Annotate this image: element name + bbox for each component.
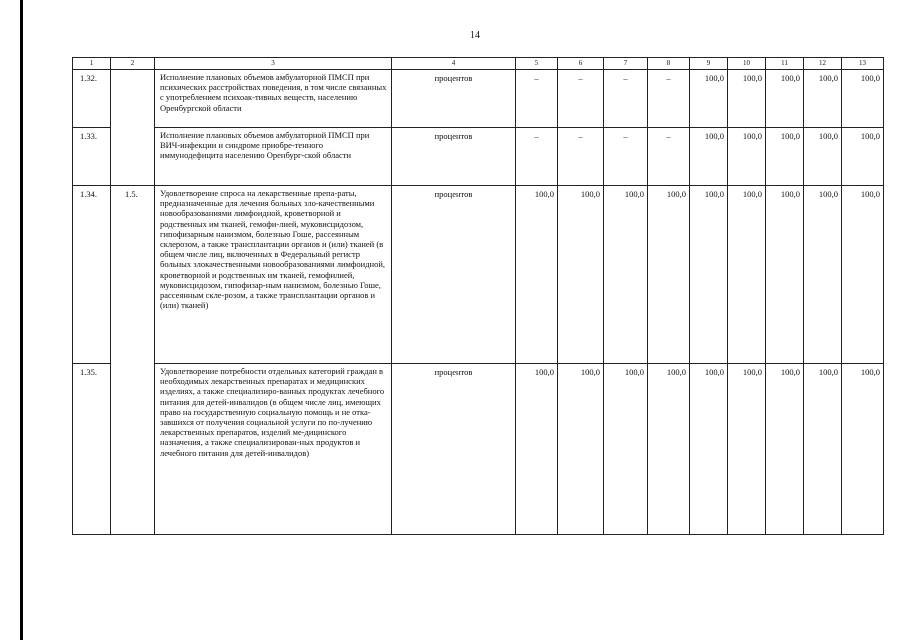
indicator-description: Удовлетворение потребности отдельных категорий граждан в необходимых лекарственных препаратах и медицинских изделиях, а также специализиро-ванных продуктах лечебного питания для детей-инвалидов (в общем числе лиц, имеющих право на государственную социальную помощь и не отка-завшихся от получения социальной услуги по по-лучению лекарственных препаратов, изделий ме-дицинского назначения, а также специализирован-ных продуктов и лечебного питания для детей-инвалидов): [155, 364, 392, 535]
sub-item-number: [111, 364, 155, 535]
column-header: 1: [73, 58, 111, 70]
table-row: [73, 364, 884, 535]
indicator-description: Исполнение плановых объемов амбулаторной ПМСП при ВИЧ-инфекции и синдроме приобре-тенного иммунодефицита населению Оренбург-ской области: [155, 128, 392, 186]
column-header: 9: [690, 58, 728, 70]
sub-item-number: 1.5.: [111, 186, 155, 364]
indicator-description: Исполнение плановых объемов амбулаторной ПМСП при психических расстройствах поведения, в том числе связанных с употреблением психоак-тивных веществ, населению Оренбургской области: [155, 70, 392, 128]
value-cell: 100,0: [690, 186, 728, 364]
unit-of-measure: процентов: [392, 70, 516, 128]
sub-item-number: [111, 70, 155, 128]
value-cell: 100,0: [558, 186, 604, 364]
value-cell: 100,0: [728, 70, 766, 128]
value-cell: 100,0: [842, 364, 884, 535]
column-header: 2: [111, 58, 155, 70]
value-cell: –: [648, 128, 690, 186]
unit-of-measure: процентов: [392, 128, 516, 186]
value-cell: 100,0: [842, 128, 884, 186]
value-cell: 100,0: [842, 70, 884, 128]
value-cell: 100,0: [648, 186, 690, 364]
value-cell: 100,0: [604, 364, 648, 535]
value-cell: 100,0: [728, 186, 766, 364]
column-header: 8: [648, 58, 690, 70]
value-cell: –: [516, 70, 558, 128]
value-cell: –: [516, 128, 558, 186]
value-cell: 100,0: [766, 364, 804, 535]
row-number: 1.35.: [73, 364, 111, 535]
header-row: [73, 58, 884, 70]
column-header: 4: [392, 58, 516, 70]
row-number: 1.34.: [73, 186, 111, 364]
value-cell: 100,0: [558, 364, 604, 535]
value-cell: 100,0: [766, 186, 804, 364]
indicator-table: [72, 57, 884, 535]
value-cell: 100,0: [690, 128, 728, 186]
value-cell: 100,0: [804, 70, 842, 128]
value-cell: 100,0: [690, 364, 728, 535]
value-cell: 100,0: [648, 364, 690, 535]
value-cell: 100,0: [604, 186, 648, 364]
value-cell: 100,0: [804, 364, 842, 535]
value-cell: 100,0: [728, 364, 766, 535]
value-cell: 100,0: [804, 128, 842, 186]
table-row: [73, 186, 884, 364]
column-header: 7: [604, 58, 648, 70]
value-cell: 100,0: [516, 364, 558, 535]
row-number: 1.33.: [73, 128, 111, 186]
value-cell: –: [558, 128, 604, 186]
row-number: 1.32.: [73, 70, 111, 128]
value-cell: –: [604, 128, 648, 186]
column-header: 11: [766, 58, 804, 70]
indicator-description: Удовлетворение спроса на лекарственные препа-раты, предназначенные для лечения больных зло-качественными новообразованиями лимфоидной, кроветворной и родственных им тканей, гемофи-лией, муковисцидозом, гипофизарным нанизмом, болезнью Гоше, рассеянным склерозом, а также трансплантации органов и (или) тканей (в общем числе лиц, включенных в Федеральный регистр больных злокачественными новообразованиями лимфоидной, кроветворной и родственных им тканей, гемофилией, муковисцидозом, гипофизар-ным нанизмом, болезнью Гоше, рассеянным скле-розом, а также трансплантации органов и (или) тканей): [155, 186, 392, 364]
value-cell: 100,0: [804, 186, 842, 364]
column-header: 10: [728, 58, 766, 70]
value-cell: 100,0: [516, 186, 558, 364]
value-cell: –: [558, 70, 604, 128]
column-header: 12: [804, 58, 842, 70]
value-cell: 100,0: [766, 128, 804, 186]
value-cell: 100,0: [690, 70, 728, 128]
column-header: 5: [516, 58, 558, 70]
column-header: 3: [155, 58, 392, 70]
value-cell: –: [648, 70, 690, 128]
table-body: [73, 58, 884, 535]
table-row: [73, 128, 884, 186]
value-cell: 100,0: [728, 128, 766, 186]
scan-edge-bar: [20, 0, 23, 640]
table-row: [73, 70, 884, 128]
column-header: 6: [558, 58, 604, 70]
value-cell: 100,0: [842, 186, 884, 364]
sub-item-number: [111, 128, 155, 186]
unit-of-measure: процентов: [392, 186, 516, 364]
column-header: 13: [842, 58, 884, 70]
value-cell: –: [604, 70, 648, 128]
unit-of-measure: процентов: [392, 364, 516, 535]
value-cell: 100,0: [766, 70, 804, 128]
page-number: 14: [470, 30, 480, 41]
